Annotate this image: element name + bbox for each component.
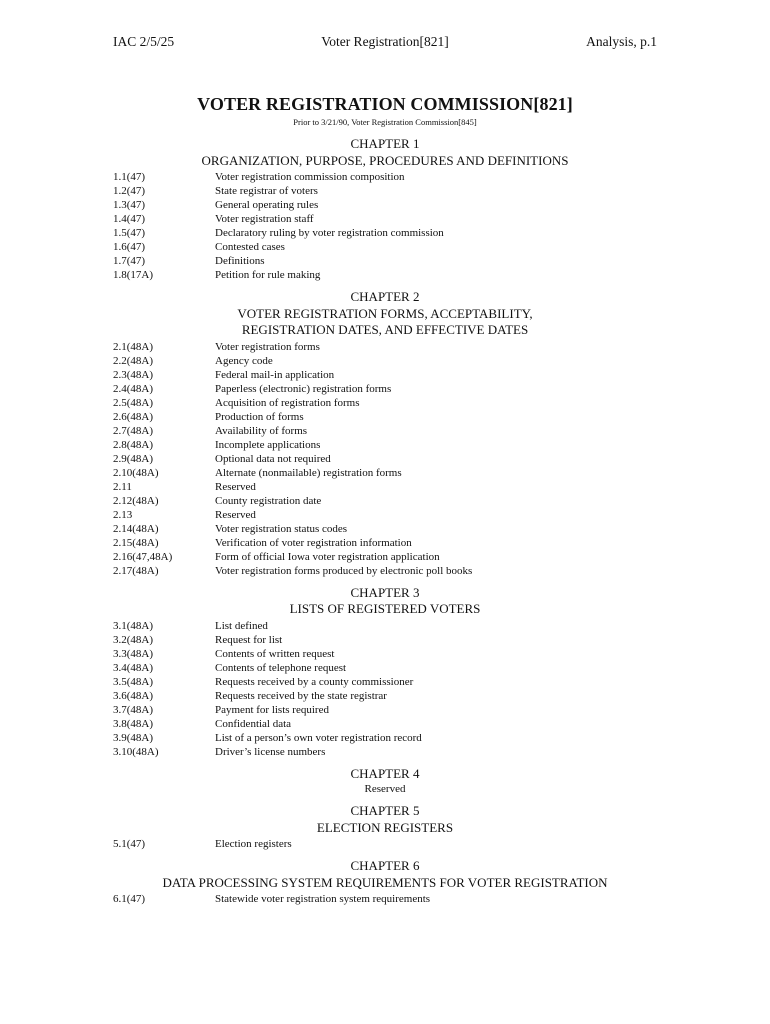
chapter-heading: CHAPTER 6 — [350, 858, 420, 873]
rule-description: Agency code — [215, 354, 273, 367]
rule-row — [113, 354, 657, 368]
chapter-block — [113, 289, 657, 578]
rule-description: Requests received by a county commissioner — [215, 675, 414, 688]
rule-number: 2.9(48A) — [113, 452, 154, 465]
rule-row — [113, 837, 657, 851]
rule-number: 1.5(47) — [113, 227, 146, 239]
rule-number: 1.1(47) — [113, 171, 146, 183]
rule-row — [113, 633, 657, 647]
rule-row — [113, 198, 657, 212]
rule-row — [113, 212, 657, 226]
rule-description: List defined — [215, 619, 268, 632]
rule-row — [113, 184, 657, 198]
rule-description: Incomplete applications — [215, 438, 321, 451]
chapter-title: ELECTION REGISTERS — [316, 819, 454, 835]
rule-number: 2.1(48A) — [113, 340, 154, 353]
rule-description: Federal mail-in application — [215, 368, 335, 381]
rule-row — [113, 396, 657, 410]
rule-description: Contents of telephone request — [215, 661, 347, 674]
rule-number: 2.12(48A) — [113, 494, 159, 507]
rule-number: 3.2(48A) — [113, 633, 154, 646]
rule-row — [113, 438, 657, 452]
rule-description: Petition for rule making — [215, 269, 321, 281]
chapter-block — [113, 766, 657, 797]
rule-row — [113, 522, 657, 536]
rule-row — [113, 452, 657, 466]
rule-description: Reserved — [215, 480, 256, 493]
rule-row — [113, 494, 657, 508]
rule-row — [113, 703, 657, 717]
rule-number: 2.5(48A) — [113, 396, 154, 409]
rule-description: List of a person’s own voter registration record — [215, 731, 422, 744]
chapter-title: LISTS OF REGISTERED VOTERS — [289, 601, 481, 616]
rule-number: 2.10(48A) — [113, 466, 159, 479]
running-header-title: Voter Registration[821] — [321, 34, 449, 49]
chapter-block — [113, 803, 657, 851]
rule-row — [113, 268, 657, 282]
rule-description: Election registers — [215, 838, 292, 850]
rule-row — [113, 424, 657, 438]
rule-description: Contents of written request — [215, 647, 335, 660]
chapter-title: VOTER REGISTRATION FORMS, ACCEPTABILITY, — [237, 305, 533, 321]
chapter-heading: CHAPTER 2 — [350, 289, 420, 304]
rule-description: Voter registration commission composition — [215, 171, 405, 183]
rule-number: 3.9(48A) — [113, 731, 154, 744]
rule-number: 2.4(48A) — [113, 382, 154, 395]
rule-number: 2.2(48A) — [113, 354, 154, 367]
rule-row — [113, 466, 657, 480]
agency-title: VOTER REGISTRATION COMMISSION[821] — [197, 94, 573, 114]
rule-number: 2.17(48A) — [113, 564, 159, 577]
chapter-reserved-note: Reserved — [364, 783, 406, 795]
rule-list — [113, 619, 657, 759]
rule-list — [113, 340, 657, 578]
chapter-title: DATA PROCESSING SYSTEM REQUIREMENTS FOR VOTER REGISTRATION — [162, 874, 608, 890]
chapter-block — [113, 585, 657, 759]
rule-description: Alternate (nonmailable) registration forms — [215, 466, 402, 479]
chapter-heading: CHAPTER 1 — [350, 136, 420, 151]
rule-number: 2.3(48A) — [113, 368, 154, 381]
rule-list — [113, 892, 657, 906]
rule-number: 2.6(48A) — [113, 410, 154, 423]
rule-row — [113, 508, 657, 522]
rule-number: 2.13 — [113, 508, 133, 521]
rule-description: Paperless (electronic) registration forms — [215, 382, 392, 395]
rule-number: 2.8(48A) — [113, 438, 154, 451]
rule-description: Declaratory ruling by voter registration commission — [215, 227, 444, 239]
rule-description: Availability of forms — [215, 424, 308, 437]
rule-row — [113, 661, 657, 675]
rule-description: Verification of voter registration information — [215, 536, 412, 549]
rule-number: 3.5(48A) — [113, 675, 154, 688]
rule-number: 2.15(48A) — [113, 536, 159, 549]
rule-description: Production of forms — [215, 410, 304, 423]
chapter-block — [113, 858, 657, 906]
running-header-date: IAC 2/5/25 — [113, 34, 175, 49]
rule-row — [113, 745, 657, 759]
rule-description: County registration date — [215, 494, 322, 507]
rule-description: State registrar of voters — [215, 185, 318, 197]
rule-number: 3.6(48A) — [113, 689, 154, 702]
running-header-page: Analysis, p.1 — [586, 34, 657, 49]
rule-row — [113, 368, 657, 382]
rule-description: Contested cases — [215, 241, 285, 253]
rule-number: 3.1(48A) — [113, 619, 154, 632]
rule-row — [113, 226, 657, 240]
chapter-heading: CHAPTER 4 — [350, 765, 420, 781]
rule-row — [113, 480, 657, 494]
rule-row — [113, 382, 657, 396]
rule-row — [113, 240, 657, 254]
rule-number: 2.7(48A) — [113, 424, 154, 437]
rule-description: Confidential data — [215, 717, 292, 730]
rule-row — [113, 170, 657, 184]
rule-description: Voter registration status codes — [215, 522, 348, 535]
rule-description: Statewide voter registration system requirements — [215, 893, 431, 905]
chapter-block — [113, 136, 657, 282]
rule-number: 2.11 — [113, 480, 132, 493]
rule-row — [113, 564, 657, 578]
chapter-list — [113, 136, 657, 906]
rule-description: Requests received by the state registrar — [215, 689, 387, 702]
rule-description: Voter registration forms — [215, 340, 320, 353]
rule-row — [113, 892, 657, 906]
rule-row — [113, 550, 657, 564]
chapter-heading: CHAPTER 3 — [350, 584, 420, 600]
rule-description: General operating rules — [215, 199, 319, 211]
chapter-title: REGISTRATION DATES, AND EFFECTIVE DATES — [241, 322, 529, 337]
rule-number: 2.14(48A) — [113, 522, 159, 535]
rule-number: 1.3(47) — [113, 199, 146, 211]
rule-number: 3.10(48A) — [113, 745, 159, 758]
rule-list — [113, 837, 657, 851]
rule-number: 2.16(47,48A) — [113, 550, 173, 563]
rule-number: 3.7(48A) — [113, 703, 154, 716]
rule-description: Request for list — [215, 633, 283, 646]
rule-row — [113, 647, 657, 661]
chapter-heading: CHAPTER 5 — [350, 803, 420, 818]
rule-description: Form of official Iowa voter registration application — [215, 550, 440, 563]
rule-description: Optional data not required — [215, 452, 331, 465]
rule-list — [113, 170, 657, 282]
rule-row — [113, 536, 657, 550]
rule-number: 3.8(48A) — [113, 717, 154, 730]
rule-number: 1.8(17A) — [113, 269, 154, 281]
rule-number: 1.7(47) — [113, 255, 146, 267]
rule-row — [113, 410, 657, 424]
rule-row — [113, 689, 657, 703]
agency-history-note: Prior to 3/21/90, Voter Registration Commission[845] — [293, 117, 477, 127]
rule-number: 5.1(47) — [113, 838, 146, 850]
rule-row — [113, 254, 657, 268]
rule-row — [113, 340, 657, 354]
rule-description: Voter registration staff — [215, 213, 314, 225]
rule-number: 3.4(48A) — [113, 661, 154, 674]
rule-number: 6.1(47) — [113, 893, 146, 905]
rule-description: Payment for lists required — [215, 703, 329, 716]
rule-row — [113, 675, 657, 689]
rule-description: Voter registration forms produced by electronic poll books — [215, 564, 473, 577]
rule-row — [113, 717, 657, 731]
rule-description: Definitions — [215, 255, 265, 267]
rule-number: 1.2(47) — [113, 185, 146, 197]
rule-number: 1.4(47) — [113, 213, 146, 225]
chapter-title: ORGANIZATION, PURPOSE, PROCEDURES AND DEFINITIONS — [201, 152, 569, 168]
rule-number: 3.3(48A) — [113, 647, 154, 660]
rule-description: Reserved — [215, 508, 256, 521]
rule-row — [113, 731, 657, 745]
rule-description: Driver’s license numbers — [215, 745, 326, 758]
rule-row — [113, 619, 657, 633]
rule-description: Acquisition of registration forms — [215, 396, 360, 409]
rule-number: 1.6(47) — [113, 241, 146, 253]
